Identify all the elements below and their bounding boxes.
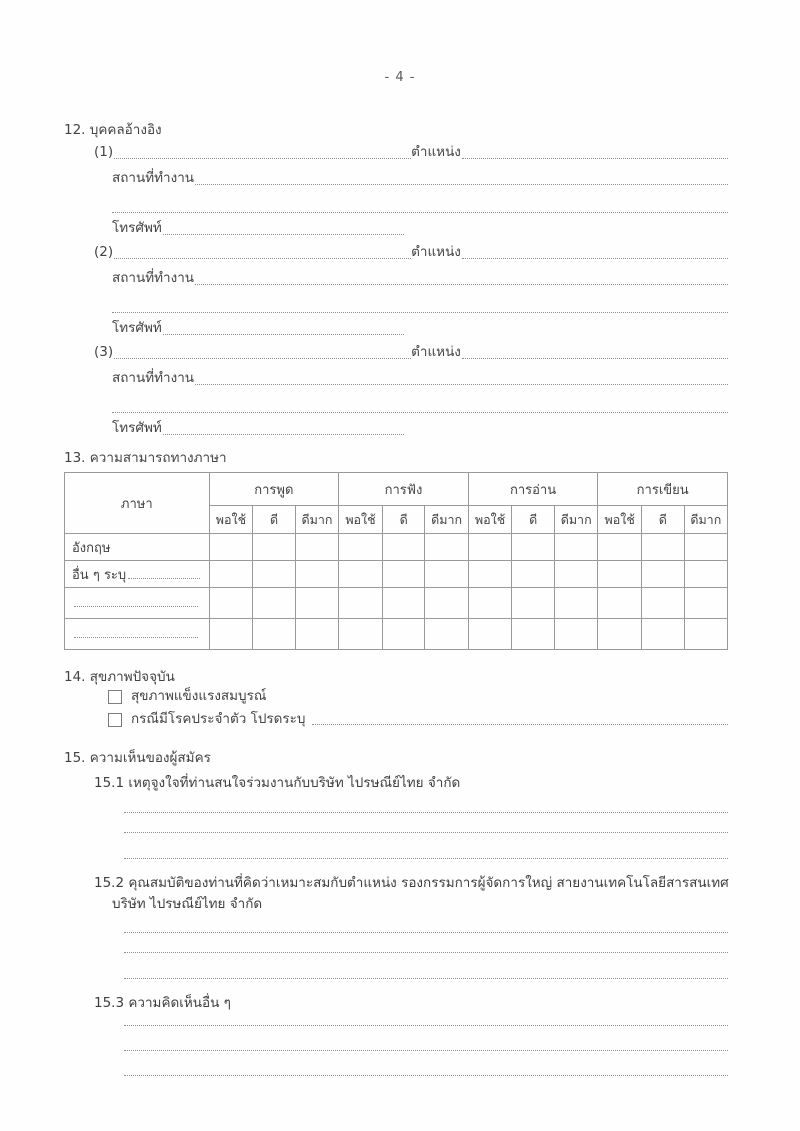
language-row-2-speaking-fair[interactable] (209, 561, 253, 588)
health-chronic-specify-input[interactable] (312, 715, 729, 725)
language-row-3-reading-fair[interactable] (468, 588, 512, 619)
table-header-group-row (65, 473, 728, 506)
reference-entry-3-workplace-row[interactable] (112, 372, 728, 386)
language-row-4-reading-verygood[interactable] (555, 619, 598, 650)
language-row-3-label-cell[interactable] (65, 588, 210, 619)
table-row (65, 534, 728, 561)
health-option-chronic-label: กรณีมีโรคประจำตัว โปรดระบุ (131, 711, 306, 728)
reference-entry-3-phone-row[interactable] (112, 422, 404, 436)
language-row-4-specify-input[interactable] (74, 627, 198, 637)
reference-2-position-label: ตำแหน่ง (411, 244, 461, 260)
header-skill-writing: การเขียน (598, 473, 728, 506)
header-level-speaking-verygood: ดีมาก (295, 506, 338, 534)
section-heading-language: 13. ความสามารถทางภาษา (64, 450, 227, 466)
language-row-2-speaking-verygood[interactable] (295, 561, 338, 588)
reference-3-workplace-input-line2[interactable] (112, 412, 728, 413)
header-language-column: ภาษา (65, 473, 210, 534)
table-row (65, 588, 728, 619)
opinion-item-2-text: คุณสมบัติของท่านที่คิดว่าเหมาะสมกับตำแหน่ง รองกรรมการผู้จัดการใหญ่ สายงานเทคโนโลยีสารสนเทศ (128, 875, 729, 891)
language-row-1-writing-verygood[interactable] (684, 534, 727, 561)
opinion-item-3-number: 15.3 (94, 995, 125, 1011)
reference-1-phone-label: โทรศัพท์ (112, 220, 162, 236)
reference-1-workplace-input[interactable] (195, 174, 728, 185)
language-row-2-speaking-good[interactable] (253, 561, 296, 588)
reference-1-workplace-label: สถานที่ทำงาน (112, 170, 195, 186)
language-row-1-writing-fair[interactable] (598, 534, 642, 561)
opinion-item-3-heading (94, 991, 231, 1013)
reference-2-workplace-input[interactable] (195, 274, 728, 285)
reference-3-position-label: ตำแหน่ง (411, 344, 461, 360)
header-level-writing-verygood: ดีมาก (684, 506, 727, 534)
table-row (65, 561, 728, 588)
opinion-item-2-answer-line-1[interactable] (124, 932, 728, 933)
header-level-speaking-fair: พอใช้ (209, 506, 253, 534)
reference-2-phone-label: โทรศัพท์ (112, 320, 162, 336)
language-row-1-writing-good[interactable] (642, 534, 685, 561)
section-heading-health: 14. สุขภาพปัจจุบัน (64, 669, 175, 685)
reference-entry-1-name-row[interactable] (94, 146, 728, 160)
language-row-1-listening-good[interactable] (382, 534, 425, 561)
opinion-item-1-number: 15.1 (94, 775, 125, 791)
language-row-3-writing-verygood[interactable] (684, 588, 727, 619)
checkbox-icon[interactable] (108, 690, 122, 704)
reference-3-phone-input[interactable] (163, 424, 404, 435)
opinion-item-2-heading (94, 871, 729, 893)
language-row-1-listening-verygood[interactable] (425, 534, 468, 561)
reference-entry-2-name-row[interactable] (94, 246, 728, 260)
header-level-writing-good: ดี (642, 506, 685, 534)
language-row-4-writing-verygood[interactable] (684, 619, 727, 650)
language-ability-table (64, 472, 728, 650)
header-level-reading-fair: พอใช้ (468, 506, 512, 534)
language-row-4-writing-fair[interactable] (598, 619, 642, 650)
language-row-2-reading-good[interactable] (512, 561, 555, 588)
language-row-4-speaking-verygood[interactable] (295, 619, 338, 650)
language-row-1-label: อังกฤษ (65, 534, 210, 561)
section-heading-references: 12. บุคคลอ้างอิง (64, 122, 162, 138)
language-row-3-listening-good[interactable] (382, 588, 425, 619)
language-row-4-listening-good[interactable] (382, 619, 425, 650)
opinion-item-2-answer-line-3[interactable] (124, 978, 728, 979)
opinion-item-3-text: ความคิดเห็นอื่น ๆ (128, 995, 231, 1011)
opinion-item-2-text-line2: บริษัท ไปรษณีย์ไทย จำกัด (112, 896, 263, 912)
language-row-2-writing-verygood[interactable] (684, 561, 727, 588)
reference-2-name-input[interactable] (114, 248, 411, 259)
language-row-1-reading-verygood[interactable] (555, 534, 598, 561)
language-row-3-speaking-good[interactable] (253, 588, 296, 619)
opinion-item-1-answer-line-3[interactable] (124, 858, 728, 859)
reference-2-phone-input[interactable] (163, 324, 404, 335)
checkbox-icon[interactable] (108, 713, 122, 727)
language-row-1-reading-fair[interactable] (468, 534, 512, 561)
header-level-listening-fair: พอใช้ (339, 506, 383, 534)
health-option-chronic[interactable] (108, 713, 728, 727)
opinion-item-1-answer-line-1[interactable] (124, 812, 728, 813)
reference-3-name-input[interactable] (114, 348, 411, 359)
opinion-item-3-answer-line-3[interactable] (124, 1075, 728, 1076)
reference-2-index-label: (2) (94, 244, 114, 260)
language-row-2-reading-fair[interactable] (468, 561, 512, 588)
reference-3-workplace-input[interactable] (195, 374, 728, 385)
opinion-item-2-number: 15.2 (94, 875, 125, 891)
reference-entry-2-workplace-row[interactable] (112, 272, 728, 286)
language-row-4-listening-verygood[interactable] (425, 619, 468, 650)
reference-entry-2-phone-row[interactable] (112, 322, 404, 336)
reference-1-position-label: ตำแหน่ง (411, 144, 461, 160)
language-row-2-listening-good[interactable] (382, 561, 425, 588)
language-row-2-listening-verygood[interactable] (425, 561, 468, 588)
language-row-2-label-cell[interactable] (65, 561, 210, 588)
table-row (65, 619, 728, 650)
reference-2-position-input[interactable] (462, 248, 728, 259)
language-row-3-speaking-verygood[interactable] (295, 588, 338, 619)
header-level-listening-verygood: ดีมาก (425, 506, 468, 534)
reference-1-index-label: (1) (94, 144, 114, 160)
language-row-4-reading-fair[interactable] (468, 619, 512, 650)
opinion-item-2-answer-line-2[interactable] (124, 952, 728, 953)
header-level-speaking-good: ดี (253, 506, 296, 534)
header-skill-listening: การฟัง (339, 473, 469, 506)
language-row-1-listening-fair[interactable] (339, 534, 383, 561)
opinion-item-1-answer-line-2[interactable] (124, 832, 728, 833)
reference-1-name-input[interactable] (114, 148, 411, 159)
reference-entry-1-workplace-row[interactable] (112, 172, 728, 186)
language-row-3-writing-good[interactable] (642, 588, 685, 619)
language-row-3-speaking-fair[interactable] (209, 588, 253, 619)
opinion-item-3-answer-line-1[interactable] (124, 1025, 728, 1026)
language-row-2-reading-verygood[interactable] (555, 561, 598, 588)
language-row-3-specify-input[interactable] (74, 596, 198, 606)
language-row-1-speaking-fair[interactable] (209, 534, 253, 561)
language-row-4-reading-good[interactable] (512, 619, 555, 650)
language-row-4-listening-fair[interactable] (339, 619, 383, 650)
language-row-3-listening-fair[interactable] (339, 588, 383, 619)
health-option-healthy[interactable] (108, 690, 266, 704)
opinion-item-1-heading (94, 771, 460, 793)
language-row-2-listening-fair[interactable] (339, 561, 383, 588)
language-row-2-label: อื่น ๆ ระบุ (72, 567, 127, 583)
opinion-item-3-answer-line-2[interactable] (124, 1050, 728, 1051)
language-row-4-speaking-good[interactable] (253, 619, 296, 650)
reference-3-position-input[interactable] (462, 348, 728, 359)
section-heading-opinion: 15. ความเห็นของผู้สมัคร (64, 750, 211, 766)
language-row-4-label-cell[interactable] (65, 619, 210, 650)
opinion-item-1-text: เหตุจูงใจที่ท่านสนใจร่วมงานกับบริษัท ไปรษณีย์ไทย จำกัด (128, 775, 461, 791)
language-row-4-speaking-fair[interactable] (209, 619, 253, 650)
reference-3-phone-label: โทรศัพท์ (112, 420, 162, 436)
header-level-reading-verygood: ดีมาก (555, 506, 598, 534)
header-skill-speaking: การพูด (209, 473, 339, 506)
language-row-1-speaking-good[interactable] (253, 534, 296, 561)
language-row-1-reading-good[interactable] (512, 534, 555, 561)
language-row-1-speaking-verygood[interactable] (295, 534, 338, 561)
language-row-3-reading-good[interactable] (512, 588, 555, 619)
language-row-2-specify-input[interactable] (128, 568, 200, 578)
reference-3-index-label: (3) (94, 344, 114, 360)
page-number: - 4 - (384, 70, 416, 85)
reference-entry-3-name-row[interactable] (94, 346, 728, 360)
language-row-2-writing-fair[interactable] (598, 561, 642, 588)
header-level-reading-good: ดี (512, 506, 555, 534)
language-row-4-writing-good[interactable] (642, 619, 685, 650)
header-level-listening-good: ดี (382, 506, 425, 534)
reference-2-workplace-input-line2[interactable] (112, 312, 728, 313)
reference-entry-1-phone-row[interactable] (112, 222, 404, 236)
reference-3-workplace-label: สถานที่ทำงาน (112, 370, 195, 386)
reference-1-workplace-input-line2[interactable] (112, 212, 728, 213)
language-row-3-reading-verygood[interactable] (555, 588, 598, 619)
header-skill-reading: การอ่าน (468, 473, 598, 506)
reference-1-position-input[interactable] (462, 148, 728, 159)
reference-1-phone-input[interactable] (163, 224, 404, 235)
health-option-healthy-label: สุขภาพแข็งแรงสมบูรณ์ (131, 688, 267, 705)
language-row-3-writing-fair[interactable] (598, 588, 642, 619)
language-row-2-writing-good[interactable] (642, 561, 685, 588)
language-row-3-listening-verygood[interactable] (425, 588, 468, 619)
reference-2-workplace-label: สถานที่ทำงาน (112, 270, 195, 286)
header-level-writing-fair: พอใช้ (598, 506, 642, 534)
